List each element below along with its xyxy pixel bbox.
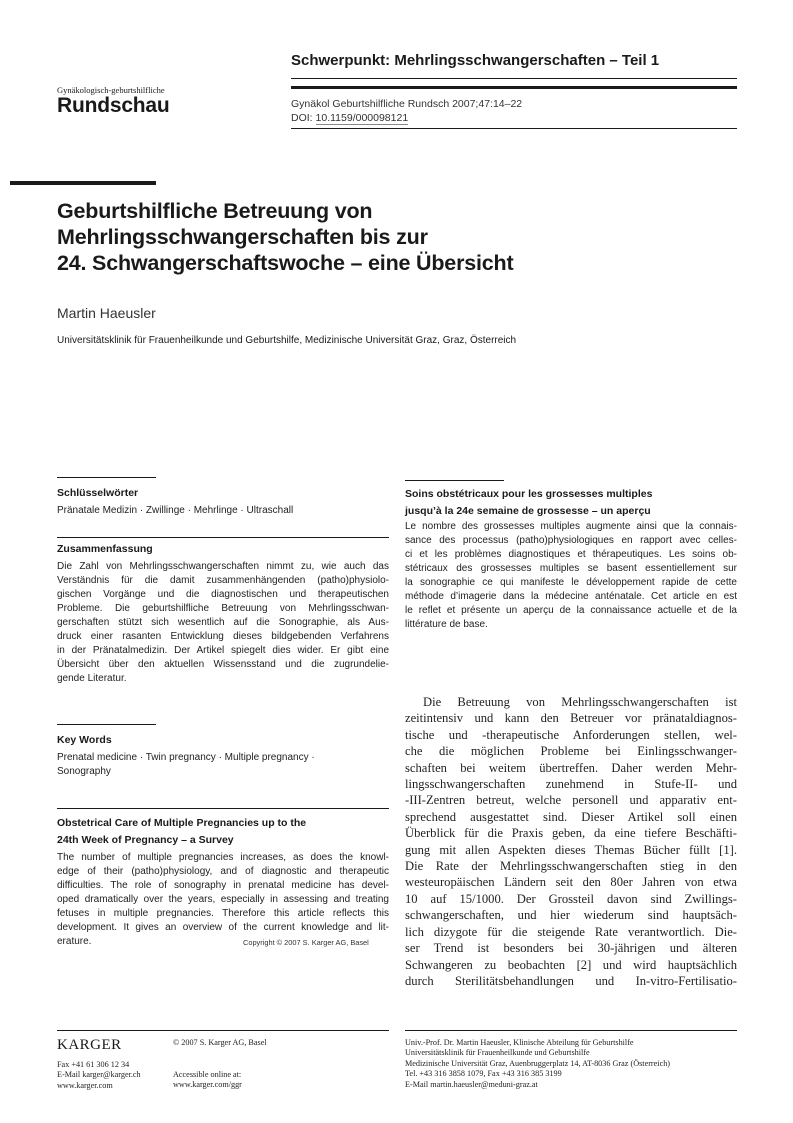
keywords-de-text: Pränatale Medizin · Zwillinge · Mehrlinge · Ultraschall xyxy=(57,505,294,516)
footer-copyright: © 2007 S. Karger AG, Basel xyxy=(173,1038,267,1047)
footer-rule-left xyxy=(57,1030,389,1031)
abstract-fr-heading: Soins obstétricaux pour les grossesses multiples jusqu’à la 24e semaine de grossesse – un aperçu xyxy=(405,488,653,517)
doi-label: DOI: xyxy=(291,112,313,124)
publisher-fax: Fax +41 61 306 12 34 xyxy=(57,1060,130,1069)
section-title: Schwerpunkt: Mehrlingsschwangerschaften – Teil 1 xyxy=(291,52,660,69)
keywords-de-heading: Schlüsselwörter xyxy=(57,487,139,499)
header-rule xyxy=(291,78,737,79)
abstract-fr-text: Le nombre des grossesses multiples augmente ainsi que la connais- sance des processus (patho)physiologiques en rapport avec celles- ci et les problèmes diagnostiques et thérapeutiques. Les soins ob- stétricaux des grossesses multiples se basent essentiellement sur la sonographie ce qui manifeste le développement rapide de cette méthode d’imagerie dans la médecine anténatale. Cet article en est le reflet et présente un aperçu de la connaissance actuelle et de la littérature de base. xyxy=(405,521,737,630)
article-title xyxy=(57,198,657,276)
corresponding-author: Univ.-Prof. Dr. Martin Haeusler, Klinische Abteilung für Geburtshilfe Universitätsklinik für Frauenheilkunde und Geburtshilfe Medizinische Universität Graz, Auenbruggerplatz 14, AT-8036 Graz (Österreich) Tel. +43 316 3858 1079, Fax +43 316 385 3199 E-Mail martin.haeusler@meduni-graz.at xyxy=(405,1038,671,1089)
title-line: 24. Schwangerschaftswoche – eine Übersicht xyxy=(57,251,514,275)
author-email[interactable]: E-Mail martin.haeusler@meduni-graz.at xyxy=(405,1079,538,1089)
citation: Gynäkol Geburtshilfliche Rundsch 2007;47:14–22 xyxy=(291,98,523,110)
accessible-online xyxy=(173,1070,242,1091)
abstract-en-text: The number of multiple pregnancies increases, as does the knowl- edge of their (patho)physiology, and of diagnostic and therapeutic difficulties. The role of sonography in prenatal medicine has devel- oped dramatically over the years, especially in assessing and treating fetuses in multiple pregnancies. Therefore this article reflects this development. It gives an overview of the current knowledge and lit- erature. xyxy=(57,852,389,947)
keywords-en-heading: Key Words xyxy=(57,734,112,746)
keywords-en-rule xyxy=(57,724,156,725)
title-accent-bar xyxy=(10,181,156,185)
keywords-de-rule xyxy=(57,477,156,478)
doi-link[interactable]: 10.1159/000098121 xyxy=(315,112,409,124)
journal-name: Rundschau xyxy=(57,94,170,117)
accessible-label: Accessible online at: xyxy=(173,1070,242,1079)
publisher-web[interactable]: www.karger.com xyxy=(57,1080,113,1090)
accessible-url[interactable]: www.karger.com/ggr xyxy=(173,1080,242,1090)
abstract-de-heading: Zusammenfassung xyxy=(57,543,153,555)
publisher-email[interactable]: E-Mail karger@karger.ch xyxy=(57,1070,141,1080)
copyright-notice: Copyright © 2007 S. Karger AG, Basel xyxy=(243,938,369,947)
journal-name-small: Gynäkologisch-geburtshilfliche xyxy=(57,85,165,95)
title-line: Mehrlingsschwangerschaften bis zur xyxy=(57,225,428,249)
abstract-en-heading: Obstetrical Care of Multiple Pregnancies up to the 24th Week of Pregnancy – a Survey xyxy=(57,817,307,846)
header-rule-thick xyxy=(291,86,737,89)
publisher-contact xyxy=(57,1060,141,1091)
citation-block xyxy=(291,97,522,125)
author-name: Martin Haeusler xyxy=(57,305,156,321)
footer-rule-right xyxy=(405,1030,737,1031)
header-bottom-rule xyxy=(291,128,737,129)
affiliation: Universitätsklinik für Frauenheilkunde und Geburtshilfe, Medizinische Universität Graz, Graz, Österreich xyxy=(57,335,517,346)
keywords-en-text: Prenatal medicine · Twin pregnancy · Multiple pregnancy · Sonography xyxy=(57,752,315,777)
body-text: Die Betreuung von Mehrlingsschwangerschaften ist zeitintensiv und kann den Betreuer vor pränataldiagnos- tische und -therapeutische Anforderungen stellen, wel- che die möglichen Probleme bei Einlingsschwanger- schaften bei weitem übertreffen. Daher werden Mehr- lingsschwangerschaften zunehmend in Stufe-II- und -III-Zentren betreut, welche personell und apparativ ent- sprechend ausgestattet sind. Dieser Artikel soll einen Überblick für die Praxis geben, da eine tiefere Beschäfti- gung mit allen Aspekten dieses Themas Bücher füllt [1]. Die Rate der Mehrlingsschwangerschaften stieg in den westeuropäischen Ländern seit den 80er Jahren von etwa 10 auf 15/1000. Der Grossteil davon sind Zwillings- schwangerschaften, und hier wiederum sind hauptsäch- lich dizygote für die steigende Rate verantwortlich. Die- ser Trend ist besonders bei 30-jährigen und älteren Schwangeren zu beobachten [2] und wird hauptsächlich durch Sterilitätsbehandlungen und In-vitro-Fertilisatio- xyxy=(405,695,737,988)
karger-logo: KARGER xyxy=(57,1037,122,1053)
abstract-fr-rule xyxy=(405,480,504,481)
abstract-en-rule xyxy=(57,808,389,809)
title-line: Geburtshilfliche Betreuung von xyxy=(57,199,373,223)
abstract-de-text: Die Zahl von Mehrlingsschwangerschaften nimmt zu, wie auch das Verständnis für die damit zusammenhängenden (patho)physiolo- gischen Vorgänge und die diagnostischen und therapeutischen Probleme. Die geburtshilfliche Betreuung von Mehrlingsschwan- gerschaften stützt sich wesentlich auf die Sonographie, als Aus- druck einer rasanten Entwicklung dieses bildgebenden Verfahrens in der Pränatalmedizin. Der Artikel spiegelt dies wider. Er gibt eine Übersicht über den aktuellen Wissensstand und die zugrundelie- gende Literatur. xyxy=(57,561,389,684)
abstract-de-rule xyxy=(57,537,389,538)
